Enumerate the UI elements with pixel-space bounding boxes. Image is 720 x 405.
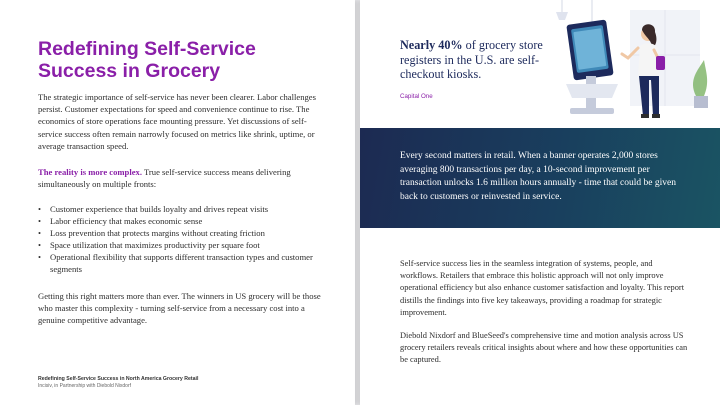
closing-paragraph: Getting this right matters more than ever. The winners in US grocery will be those who master this complexity - turning self-service from a necessary cost into a genuine competitive advantage. [38,291,321,326]
integration-paragraph: Self-service success lies in the seamless integration of systems, people, and workflows. Retailers that embrace this holistic approach will not only improve operational efficiency but also enhance customer satisfaction and loyalty. This report distills the findings into five key takeaways, providing a roadmap for strategic improvement. [400,259,685,317]
stat-highlight: Nearly 40% [400,38,463,52]
list-item: • Loss prevention that protects margins without creating friction [38,227,330,239]
title-line-2: Success in Grocery [38,60,221,82]
page-footer [38,376,198,390]
right-page [360,0,720,405]
list-item: • Operational flexibility that supports different transaction types and customer segments [38,251,330,275]
stat-source: Capital One [400,93,433,100]
stat-rest: of grocery store registers in the U.S. are self-checkout kiosks. [400,38,543,81]
intro-paragraph: The strategic importance of self-service has never been clearer. Labor challenges persist. Customer expectations for speed and convenience continue to rise. The economics of store operations face mounting pressure. Yet discussions of self-service success often remain narrowly focused on metrics like shrink, uptime, or average transaction speed. [38,92,316,151]
kiosk-shopper-illustration [548,0,720,128]
analysis-paragraph: Diebold Nixdorf and BlueSeed's comprehensive time and motion analysis across US grocery retailers reveals critical insights about where and how these opportunities can be captured. [400,331,688,365]
list-item: • Space utilization that maximizes productivity per square foot [38,239,330,251]
list-item: • Labor efficiency that makes economic sense [38,215,330,227]
fronts-list [38,203,330,275]
page-title [38,38,338,82]
insight-band-text: Every second matters in retail. When a banner operates 2,000 stores averaging 800 transactions per day, a 10-second improvement per transaction unlocks 1.6 million hours annually - time that could be given back to customers or reinvested in service. [400,151,676,202]
footer-title: Redefining Self-Service Success in North America Grocery Retail [38,376,199,382]
complexity-rest: True self-service success means delivering simultaneously on multiple fronts: [38,167,291,190]
title-line-1: Redefining Self-Service [38,38,256,60]
footer-subtitle: Incisiv, in Partnership with Diebold Nixdorf [38,383,132,389]
complexity-highlight: The reality is more complex. [38,167,142,177]
complexity-paragraph [38,166,330,190]
list-item: • Customer experience that builds loyalty and drives repeat visits [38,203,330,215]
left-page [0,0,355,405]
